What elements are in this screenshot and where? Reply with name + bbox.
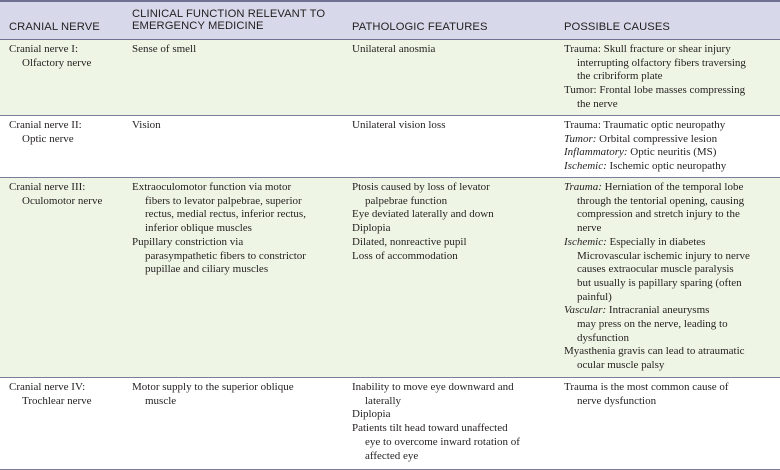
entry-line: nerve <box>577 222 602 235</box>
entry-line: ocular muscle palsy <box>577 359 665 372</box>
entry-line: painful) <box>577 290 612 303</box>
entry-line: rectus, medial rectus, inferior rectus, <box>145 208 306 221</box>
entry-line: Ischemic optic neuropathy <box>606 160 727 173</box>
entry-line: Dilated, nonreactive pupil <box>352 235 467 248</box>
entry-line: Extraoculomotor function via motor <box>132 181 292 193</box>
cell-pathologic-features <box>352 381 557 463</box>
entry-line: Myasthenia gravis can lead to atraumatic <box>564 345 745 358</box>
header-clinical-function <box>132 8 325 32</box>
nerve-name: Oculomotor nerve <box>22 194 103 207</box>
entry-line: Intracranial aneurysms <box>606 304 710 317</box>
cause-category-label: Ischemic: <box>564 160 607 173</box>
entry-line: Diplopia <box>352 408 391 421</box>
table-row <box>0 116 780 178</box>
entry-line: Diplopia <box>352 222 391 235</box>
entry-line: Eye deviated laterally and down <box>352 208 494 221</box>
cell-entry <box>352 236 557 250</box>
header-clinical-function-line2: EMERGENCY MEDICINE <box>132 20 264 32</box>
cell-entry <box>132 181 347 236</box>
nerve-number: Cranial nerve II: <box>9 119 82 131</box>
cell-clinical-function <box>132 181 347 277</box>
entry-line: the cribriform plate <box>577 70 663 83</box>
entry-line: Inability to move eye downward and <box>352 381 514 393</box>
header-cranial-nerve: CRANIAL NERVE <box>9 21 100 33</box>
cell-clinical-function <box>132 381 347 408</box>
entry-line: parasympathetic fibers to constrictor <box>145 249 306 262</box>
entry-line: Optic neuritis (MS) <box>627 146 717 159</box>
cause-category-label: Inflammatory: <box>564 146 628 159</box>
cell-entry <box>564 133 778 147</box>
cell-pathologic-features <box>352 181 557 263</box>
cell-possible-causes <box>564 119 778 174</box>
cause-category-label: Ischemic: <box>564 235 607 248</box>
header-possible-causes: POSSIBLE CAUSES <box>564 21 670 33</box>
cell-entry <box>564 304 778 345</box>
cell-entry <box>132 43 347 57</box>
cell-entry <box>564 236 778 305</box>
entry-line: Trauma is the most common cause of <box>564 381 729 393</box>
cell-entry <box>352 181 557 208</box>
cell-cranial-nerve <box>9 119 124 146</box>
nerve-number: Cranial nerve IV: <box>9 381 86 393</box>
entry-line: nerve dysfunction <box>577 394 657 407</box>
entry-line: through the tentorial opening, causing <box>577 194 745 207</box>
entry-line: Trauma: Skull fracture or shear injury <box>564 43 731 55</box>
cell-entry <box>352 208 557 222</box>
cell-entry <box>564 146 778 160</box>
table-header <box>0 0 780 40</box>
entry-line: dysfunction <box>577 331 629 344</box>
entry-line: Vision <box>132 119 161 131</box>
entry-line: affected eye <box>365 449 419 462</box>
entry-line: Ptosis caused by loss of levator <box>352 181 490 193</box>
cell-pathologic-features <box>352 43 557 57</box>
cell-entry <box>564 181 778 236</box>
entry-line: Pupillary constriction via <box>132 235 244 248</box>
entry-line: Herniation of the temporal lobe <box>601 181 744 193</box>
cell-entry <box>352 119 557 133</box>
nerve-number: Cranial nerve III: <box>9 181 86 193</box>
table-row <box>0 378 780 470</box>
entry-line: compression and stretch injury to the <box>577 208 740 221</box>
cell-clinical-function <box>132 119 347 133</box>
cell-entry <box>352 43 557 57</box>
header-pathologic-features: PATHOLOGIC FEATURES <box>352 21 488 33</box>
cell-entry <box>352 381 557 408</box>
entry-line: Unilateral vision loss <box>352 119 446 131</box>
cell-entry <box>564 160 778 174</box>
nerve-number: Cranial nerve I: <box>9 43 79 55</box>
entry-line: Microvascular ischemic injury to nerve <box>577 249 750 262</box>
cell-entry <box>352 250 557 264</box>
cell-entry <box>132 381 347 408</box>
cell-possible-causes <box>564 43 778 112</box>
cell-pathologic-features <box>352 119 557 133</box>
entry-line: the nerve <box>577 97 618 110</box>
entry-line: eye to overcome inward rotation of <box>365 435 520 448</box>
header-clinical-function-line1: CLINICAL FUNCTION RELEVANT TO <box>132 8 326 20</box>
entry-line: inferior oblique muscles <box>145 222 252 235</box>
entry-line: Orbital compressive lesion <box>596 132 718 145</box>
entry-line: pupillae and ciliary muscles <box>145 263 269 276</box>
nerve-name: Trochlear nerve <box>22 394 92 407</box>
table-row <box>0 178 780 378</box>
cell-entry <box>564 345 778 372</box>
entry-line: Trauma: Traumatic optic neuropathy <box>564 119 726 131</box>
entry-line: Tumor: Frontal lobe masses compressing <box>564 84 746 97</box>
cell-possible-causes <box>564 181 778 373</box>
cell-cranial-nerve <box>9 181 124 208</box>
cause-category-label: Trauma: <box>564 181 602 193</box>
cause-category-label: Vascular: <box>564 304 607 317</box>
cell-entry <box>352 422 557 463</box>
entry-line: Unilateral anosmia <box>352 43 436 55</box>
entry-line: causes extraocular muscle paralysis <box>577 263 734 276</box>
entry-line: Sense of smell <box>132 43 197 55</box>
cell-entry <box>132 119 347 133</box>
cell-entry <box>132 236 347 277</box>
cell-entry <box>564 84 778 111</box>
nerve-name: Olfactory nerve <box>22 56 92 69</box>
cell-cranial-nerve <box>9 381 124 408</box>
entry-line: Motor supply to the superior oblique <box>132 381 294 393</box>
entry-line: fibers to levator palpebrae, superior <box>145 194 302 207</box>
cell-clinical-function <box>132 43 347 57</box>
cell-cranial-nerve <box>9 43 124 70</box>
cell-entry <box>564 119 778 133</box>
entry-line: interrupting olfactory fibers traversing <box>577 56 746 69</box>
cell-possible-causes <box>564 381 778 408</box>
cell-entry <box>564 381 778 408</box>
entry-line: palpebrae function <box>365 194 448 207</box>
nerve-name: Optic nerve <box>22 132 74 145</box>
entry-line: muscle <box>145 394 177 407</box>
entry-line: laterally <box>365 394 402 407</box>
entry-line: may press on the nerve, leading to <box>577 318 728 331</box>
table-row <box>0 40 780 116</box>
entry-line: Loss of accommodation <box>352 249 458 262</box>
cell-entry <box>352 408 557 422</box>
cause-category-label: Tumor: <box>564 132 597 145</box>
entry-line: but usually is papillary sparing (often <box>577 276 742 289</box>
entry-line: Especially in diabetes <box>606 235 706 248</box>
cell-entry <box>564 43 778 84</box>
entry-line: Patients tilt head toward unaffected <box>352 422 508 435</box>
cell-entry <box>352 222 557 236</box>
